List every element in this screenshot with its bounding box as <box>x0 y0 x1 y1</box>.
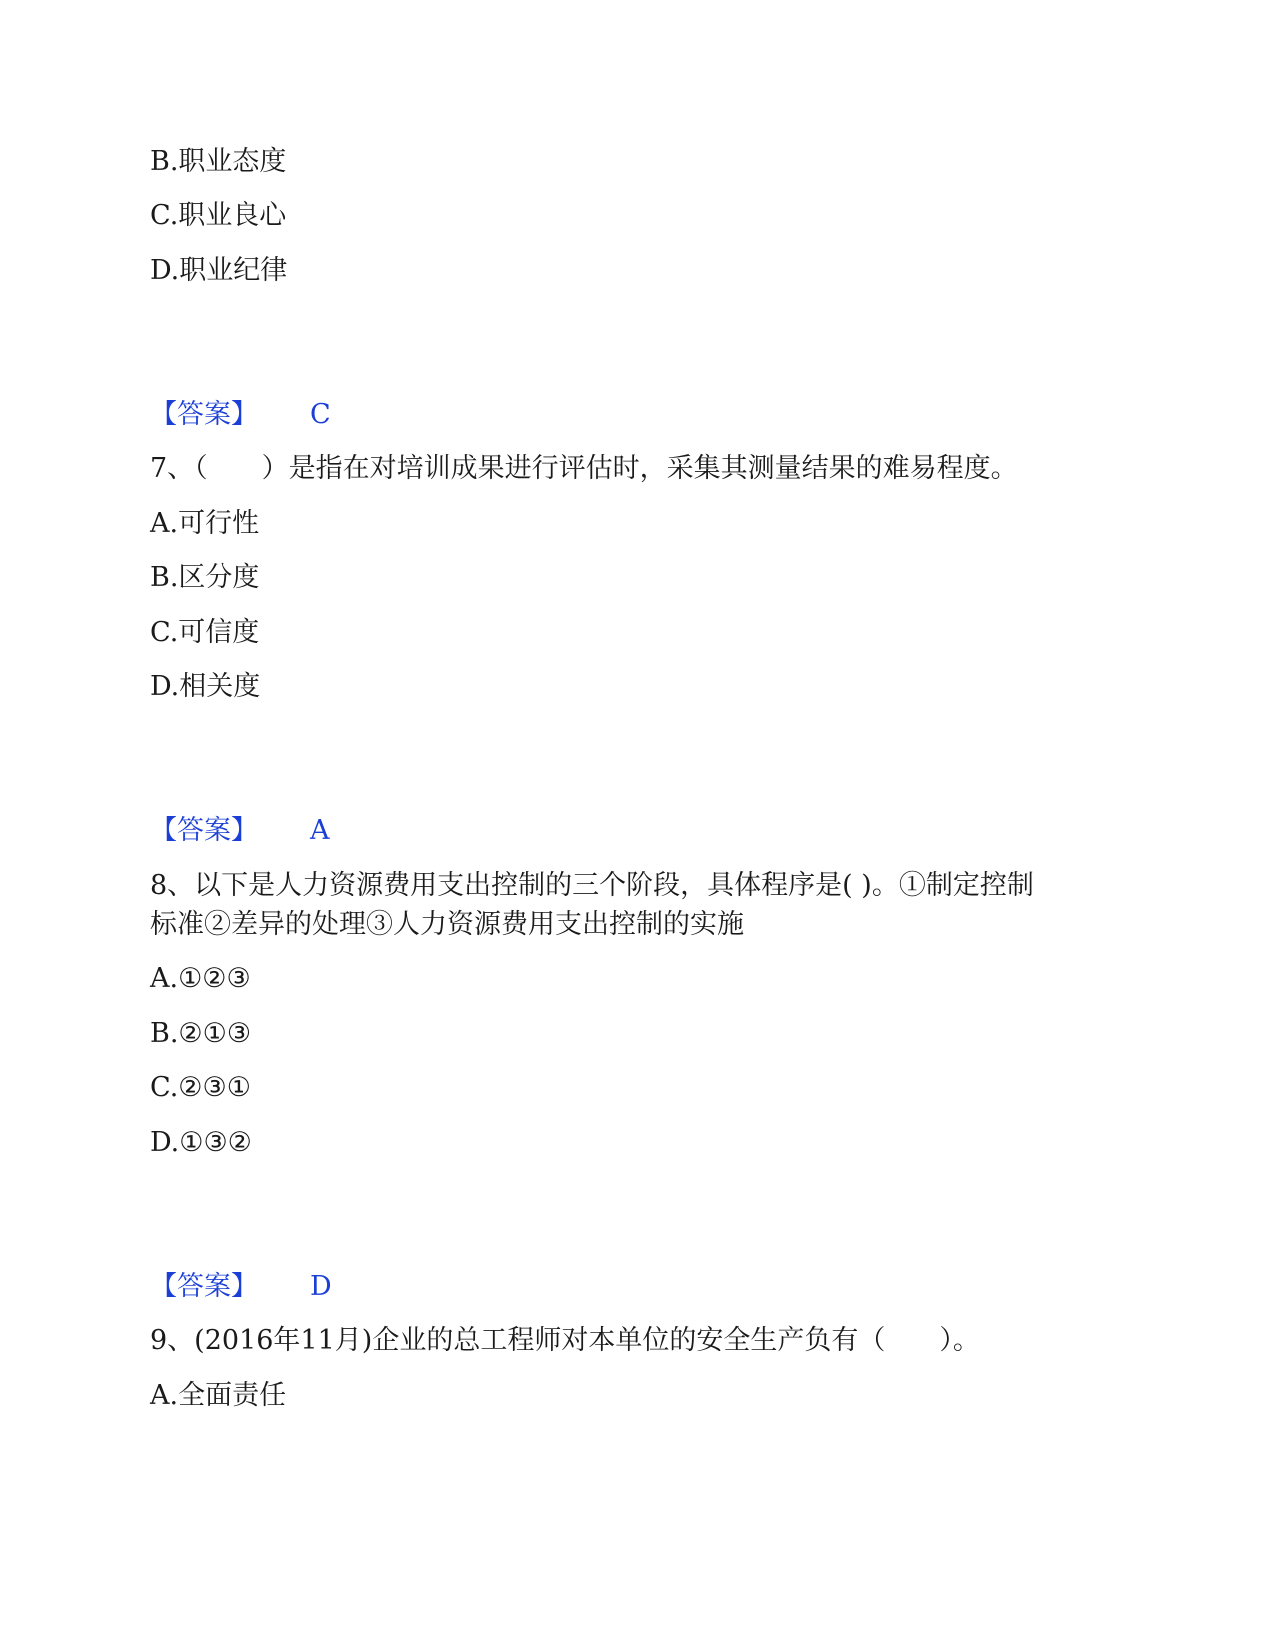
answer-block-6 <box>150 396 331 434</box>
q8-stem-line-1: 8、以下是人力资源费用支出控制的三个阶段，具体程序是( )。①制定控制 <box>150 870 1034 901</box>
q8-option-b: B.②①③ <box>150 1018 252 1049</box>
q8-option-c: C.②③① <box>150 1072 251 1103</box>
q8-option-a: A.①②③ <box>150 963 251 994</box>
q8-stem-line-2: 标准②差异的处理③人力资源费用支出控制的实施 <box>150 909 744 940</box>
q6-option-c: C.职业良心 <box>150 200 287 231</box>
q7-stem: 7、（ ）是指在对培训成果进行评估时，采集其测量结果的难易程度。 <box>150 453 1018 484</box>
answer-label: 【答案】 <box>150 399 258 430</box>
q8-option-d: D.①③② <box>150 1127 252 1158</box>
q7-option-c: C.可信度 <box>150 617 260 648</box>
q6-option-b: B.职业态度 <box>150 146 287 177</box>
q9-option-a: A.全面责任 <box>150 1380 287 1411</box>
answer-block-7 <box>150 812 330 850</box>
answer-value: A <box>310 815 330 846</box>
q6-option-d: D.职业纪律 <box>150 255 288 286</box>
answer-value: C <box>310 399 331 430</box>
answer-label: 【答案】 <box>150 815 258 846</box>
answer-label: 【答案】 <box>150 1271 258 1302</box>
q7-option-d: D.相关度 <box>150 671 261 702</box>
answer-value: D <box>310 1271 332 1302</box>
q7-option-b: B.区分度 <box>150 562 260 593</box>
q9-stem: 9、(2016年11月)企业的总工程师对本单位的安全生产负有（ ）。 <box>150 1325 980 1356</box>
answer-block-8 <box>150 1268 332 1306</box>
q7-option-a: A.可行性 <box>150 508 260 539</box>
